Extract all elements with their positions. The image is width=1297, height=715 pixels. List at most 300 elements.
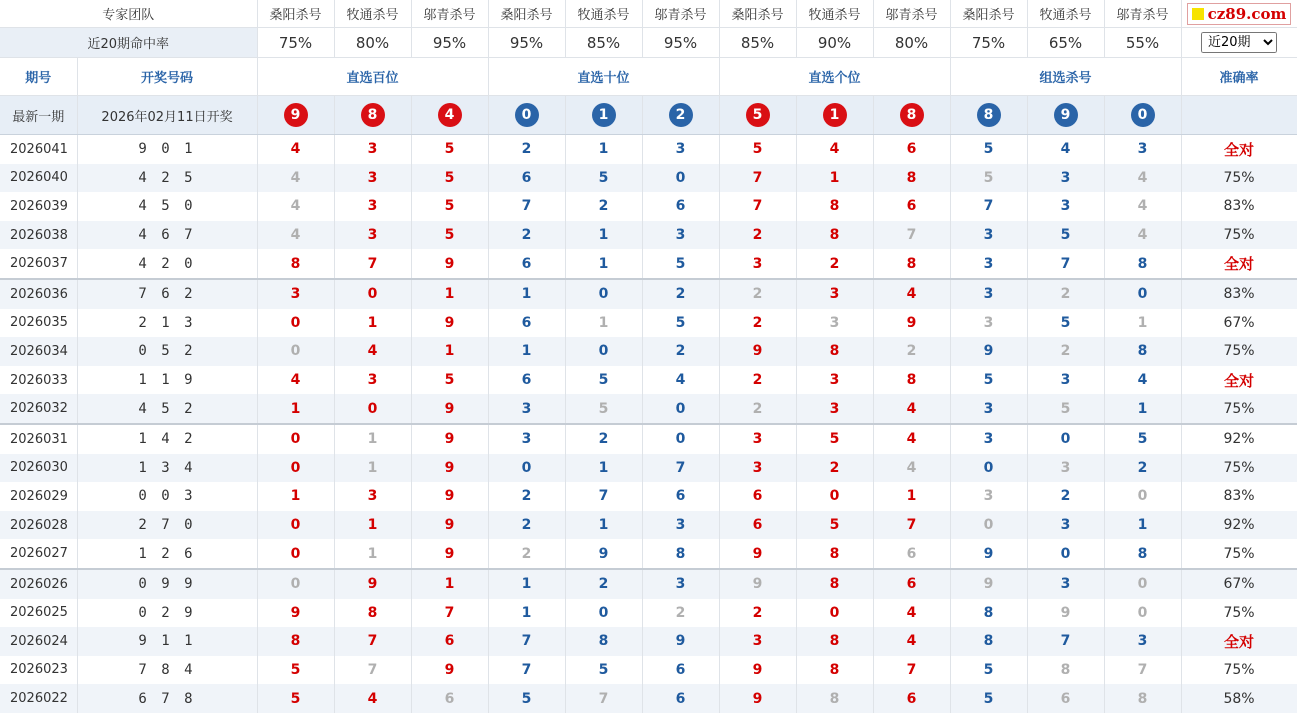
kill-number-cell: 7 xyxy=(411,599,488,628)
kill-number-cell: 0 xyxy=(642,164,719,193)
draw-numbers-cell: 7 8 4 xyxy=(77,656,257,685)
kill-number-cell: 5 xyxy=(950,135,1027,164)
expert-name[interactable]: 邬青杀号 xyxy=(873,0,950,28)
kill-number-cell: 5 xyxy=(565,656,642,685)
kill-number-cell: 5 xyxy=(1027,309,1104,338)
column-header-row xyxy=(0,58,1297,96)
kill-number-cell: 0 xyxy=(334,394,411,424)
kill-number-cell: 0 xyxy=(488,454,565,483)
kill-number-cell: 8 xyxy=(257,249,334,279)
kill-number-cell: 6 xyxy=(642,656,719,685)
accuracy-cell: 75% xyxy=(1181,337,1297,366)
expert-name[interactable]: 桑阳杀号 xyxy=(488,0,565,28)
accuracy-cell: 67% xyxy=(1181,309,1297,338)
expert-name[interactable]: 牧通杀号 xyxy=(565,0,642,28)
latest-ball-cell xyxy=(719,96,796,135)
kill-number-cell: 8 xyxy=(1104,539,1181,569)
kill-number-cell: 9 xyxy=(950,569,1027,599)
expert-header-row xyxy=(0,0,1297,28)
kill-number-cell: 2 xyxy=(719,366,796,395)
kill-number-cell: 0 xyxy=(950,511,1027,540)
kill-number-cell: 5 xyxy=(796,511,873,540)
latest-ball-cell xyxy=(642,96,719,135)
kill-number-cell: 2 xyxy=(642,337,719,366)
draw-numbers-cell: 1 1 9 xyxy=(77,366,257,395)
table-row xyxy=(0,454,1297,483)
kill-number-cell: 4 xyxy=(873,424,950,454)
kill-number-cell: 8 xyxy=(334,599,411,628)
kill-number-cell: 9 xyxy=(411,539,488,569)
kill-number-cell: 3 xyxy=(796,366,873,395)
kill-number-cell: 7 xyxy=(565,482,642,511)
kill-number-cell: 8 xyxy=(796,569,873,599)
kill-number-cell: 3 xyxy=(488,394,565,424)
period-cell: 2026041 xyxy=(0,135,77,164)
draw-numbers-cell: 0 2 9 xyxy=(77,599,257,628)
draw-numbers-cell: 9 1 1 xyxy=(77,627,257,656)
kill-number-cell: 9 xyxy=(411,482,488,511)
kill-number-cell: 5 xyxy=(719,135,796,164)
accuracy-cell: 83% xyxy=(1181,279,1297,309)
kill-number-cell: 0 xyxy=(257,454,334,483)
number-ball: 8 xyxy=(977,103,1001,127)
kill-number-cell: 0 xyxy=(565,599,642,628)
kill-number-cell: 3 xyxy=(719,249,796,279)
latest-row xyxy=(0,96,1297,135)
period-cell: 2026023 xyxy=(0,656,77,685)
kill-number-cell: 4 xyxy=(257,221,334,250)
kill-number-cell: 0 xyxy=(1104,599,1181,628)
period-cell: 2026026 xyxy=(0,569,77,599)
expert-name[interactable]: 桑阳杀号 xyxy=(950,0,1027,28)
kill-number-cell: 6 xyxy=(719,511,796,540)
kill-number-cell: 1 xyxy=(796,164,873,193)
period-cell: 2026035 xyxy=(0,309,77,338)
kill-number-cell: 0 xyxy=(257,569,334,599)
kill-number-cell: 9 xyxy=(411,511,488,540)
kill-number-cell: 1 xyxy=(565,221,642,250)
number-ball: 0 xyxy=(515,103,539,127)
kill-number-cell: 0 xyxy=(334,279,411,309)
period-cell: 2026039 xyxy=(0,192,77,221)
draw-numbers-cell: 2 7 0 xyxy=(77,511,257,540)
kill-number-cell: 9 xyxy=(719,569,796,599)
kill-number-cell: 4 xyxy=(1104,366,1181,395)
team-label: 专家团队 xyxy=(0,0,257,28)
kill-number-cell: 4 xyxy=(873,394,950,424)
kill-number-cell: 5 xyxy=(950,366,1027,395)
kill-number-cell: 5 xyxy=(257,684,334,713)
accuracy-cell: 67% xyxy=(1181,569,1297,599)
kill-number-cell: 2 xyxy=(1027,279,1104,309)
kill-number-cell: 7 xyxy=(873,656,950,685)
number-ball: 0 xyxy=(1131,103,1155,127)
table-row xyxy=(0,337,1297,366)
kill-number-cell: 1 xyxy=(334,539,411,569)
kill-number-cell: 7 xyxy=(488,656,565,685)
period-select[interactable] xyxy=(1201,32,1277,53)
kill-number-cell: 1 xyxy=(1104,394,1181,424)
kill-number-cell: 1 xyxy=(565,511,642,540)
kill-number-cell: 1 xyxy=(488,279,565,309)
kill-number-cell: 3 xyxy=(950,309,1027,338)
kill-number-cell: 3 xyxy=(257,279,334,309)
kill-number-cell: 7 xyxy=(950,192,1027,221)
kill-number-cell: 2 xyxy=(719,309,796,338)
kill-number-cell: 1 xyxy=(411,569,488,599)
table-row xyxy=(0,249,1297,279)
table-row xyxy=(0,684,1297,713)
latest-empty xyxy=(1181,96,1297,135)
kill-number-cell: 4 xyxy=(1104,192,1181,221)
kill-number-cell: 1 xyxy=(411,337,488,366)
accuracy-cell: 83% xyxy=(1181,192,1297,221)
kill-number-cell: 2 xyxy=(565,192,642,221)
kill-number-cell: 1 xyxy=(257,482,334,511)
table-row xyxy=(0,627,1297,656)
kill-number-cell: 3 xyxy=(334,482,411,511)
kill-number-cell: 8 xyxy=(796,684,873,713)
number-ball: 8 xyxy=(361,103,385,127)
table-row xyxy=(0,511,1297,540)
kill-number-cell: 0 xyxy=(1027,424,1104,454)
period-cell: 2026024 xyxy=(0,627,77,656)
draw-numbers-cell: 1 3 4 xyxy=(77,454,257,483)
kill-number-cell: 0 xyxy=(257,539,334,569)
kill-number-cell: 3 xyxy=(1027,192,1104,221)
hit-rate: 55% xyxy=(1104,28,1181,58)
latest-ball-cell xyxy=(334,96,411,135)
draw-numbers-cell: 1 2 6 xyxy=(77,539,257,569)
period-cell: 2026037 xyxy=(0,249,77,279)
number-ball: 5 xyxy=(746,103,770,127)
kill-number-cell: 2 xyxy=(565,569,642,599)
kill-number-cell: 2 xyxy=(1104,454,1181,483)
kill-number-cell: 0 xyxy=(642,394,719,424)
kill-number-cell: 6 xyxy=(642,192,719,221)
site-logo[interactable] xyxy=(1181,0,1297,28)
hit-rate: 95% xyxy=(488,28,565,58)
table-row xyxy=(0,221,1297,250)
kill-number-cell: 8 xyxy=(1104,249,1181,279)
accuracy-cell: 75% xyxy=(1181,599,1297,628)
kill-number-cell: 2 xyxy=(873,337,950,366)
kill-number-cell: 3 xyxy=(950,279,1027,309)
expert-name[interactable]: 邬青杀号 xyxy=(411,0,488,28)
hit-rate: 85% xyxy=(565,28,642,58)
kill-number-cell: 2 xyxy=(719,599,796,628)
kill-number-cell: 9 xyxy=(411,249,488,279)
period-cell: 2026040 xyxy=(0,164,77,193)
hit-rate: 95% xyxy=(642,28,719,58)
kill-number-cell: 2 xyxy=(488,221,565,250)
kill-number-cell: 6 xyxy=(488,249,565,279)
kill-number-cell: 8 xyxy=(565,627,642,656)
kill-number-cell: 2 xyxy=(719,394,796,424)
expert-name[interactable]: 邬青杀号 xyxy=(642,0,719,28)
accuracy-cell: 75% xyxy=(1181,539,1297,569)
number-ball: 2 xyxy=(669,103,693,127)
hit-rate: 85% xyxy=(719,28,796,58)
kill-number-cell: 5 xyxy=(411,192,488,221)
kill-number-cell: 1 xyxy=(334,454,411,483)
kill-number-cell: 5 xyxy=(642,309,719,338)
kill-number-cell: 5 xyxy=(642,249,719,279)
kill-number-cell: 5 xyxy=(257,656,334,685)
kill-number-cell: 6 xyxy=(488,309,565,338)
kill-number-cell: 5 xyxy=(565,164,642,193)
hit-rate-label: 近20期命中率 xyxy=(0,28,257,58)
draw-numbers-cell: 0 9 9 xyxy=(77,569,257,599)
kill-number-cell: 8 xyxy=(1027,656,1104,685)
hit-rate: 80% xyxy=(334,28,411,58)
kill-number-cell: 1 xyxy=(334,511,411,540)
kill-number-cell: 4 xyxy=(257,192,334,221)
latest-draw-date: 2026年02月11日开奖 xyxy=(77,96,257,135)
kill-number-cell: 0 xyxy=(257,424,334,454)
table-row xyxy=(0,394,1297,424)
kill-number-cell: 1 xyxy=(334,424,411,454)
expert-name[interactable]: 桑阳杀号 xyxy=(719,0,796,28)
kill-number-cell: 6 xyxy=(873,135,950,164)
period-cell: 2026027 xyxy=(0,539,77,569)
kill-number-cell: 0 xyxy=(1104,569,1181,599)
kill-number-cell: 5 xyxy=(565,394,642,424)
kill-number-cell: 4 xyxy=(1104,221,1181,250)
kill-number-cell: 3 xyxy=(719,454,796,483)
table-row xyxy=(0,164,1297,193)
kill-number-cell: 3 xyxy=(719,627,796,656)
kill-number-cell: 7 xyxy=(334,249,411,279)
draw-numbers-cell: 0 0 3 xyxy=(77,482,257,511)
kill-number-cell: 9 xyxy=(1027,599,1104,628)
kill-number-cell: 1 xyxy=(565,454,642,483)
accuracy-cell: 75% xyxy=(1181,454,1297,483)
kill-number-cell: 7 xyxy=(334,627,411,656)
kill-number-cell: 1 xyxy=(1104,309,1181,338)
latest-ball-cell xyxy=(796,96,873,135)
kill-number-cell: 3 xyxy=(796,394,873,424)
kill-number-cell: 2 xyxy=(642,279,719,309)
draw-numbers-cell: 4 6 7 xyxy=(77,221,257,250)
kill-number-cell: 8 xyxy=(873,249,950,279)
kill-number-cell: 3 xyxy=(950,249,1027,279)
draw-numbers-cell: 4 2 0 xyxy=(77,249,257,279)
kill-number-cell: 1 xyxy=(257,394,334,424)
draw-numbers-cell: 7 6 2 xyxy=(77,279,257,309)
kill-number-cell: 0 xyxy=(257,511,334,540)
kill-number-cell: 5 xyxy=(796,424,873,454)
kill-number-cell: 3 xyxy=(796,279,873,309)
kill-number-cell: 9 xyxy=(950,337,1027,366)
kill-number-cell: 0 xyxy=(257,337,334,366)
accuracy-cell: 75% xyxy=(1181,164,1297,193)
hit-rate: 95% xyxy=(411,28,488,58)
number-ball: 4 xyxy=(438,103,462,127)
kill-number-cell: 2 xyxy=(488,135,565,164)
kill-number-cell: 3 xyxy=(1027,511,1104,540)
expert-name[interactable]: 牧通杀号 xyxy=(1027,0,1104,28)
kill-number-cell: 9 xyxy=(257,599,334,628)
kill-number-cell: 4 xyxy=(873,627,950,656)
col-group-tens: 直选十位 xyxy=(488,58,719,96)
table-row xyxy=(0,656,1297,685)
kill-number-cell: 7 xyxy=(488,192,565,221)
period-cell: 2026033 xyxy=(0,366,77,395)
kill-number-cell: 2 xyxy=(796,454,873,483)
kill-number-cell: 3 xyxy=(1104,627,1181,656)
kill-number-cell: 8 xyxy=(796,539,873,569)
kill-number-cell: 8 xyxy=(796,192,873,221)
period-cell: 2026032 xyxy=(0,394,77,424)
draw-numbers-cell: 2 1 3 xyxy=(77,309,257,338)
hit-rate: 80% xyxy=(873,28,950,58)
table-row xyxy=(0,539,1297,569)
kill-number-cell: 0 xyxy=(1104,482,1181,511)
kill-number-cell: 9 xyxy=(411,394,488,424)
kill-number-cell: 3 xyxy=(642,221,719,250)
kill-number-cell: 3 xyxy=(334,221,411,250)
kill-number-cell: 8 xyxy=(642,539,719,569)
kill-number-cell: 0 xyxy=(565,337,642,366)
accuracy-cell: 全对 xyxy=(1181,135,1297,164)
expert-name[interactable]: 牧通杀号 xyxy=(796,0,873,28)
kill-number-cell: 6 xyxy=(719,482,796,511)
latest-ball-cell xyxy=(1027,96,1104,135)
kill-number-cell: 0 xyxy=(950,454,1027,483)
kill-number-cell: 9 xyxy=(950,539,1027,569)
kill-number-cell: 3 xyxy=(334,135,411,164)
kill-number-cell: 9 xyxy=(719,656,796,685)
kill-number-cell: 4 xyxy=(257,366,334,395)
kill-number-cell: 8 xyxy=(950,599,1027,628)
kill-number-cell: 4 xyxy=(873,454,950,483)
expert-name[interactable]: 牧通杀号 xyxy=(334,0,411,28)
kill-number-cell: 4 xyxy=(873,279,950,309)
kill-number-cell: 3 xyxy=(334,192,411,221)
col-accuracy: 准确率 xyxy=(1181,58,1297,96)
kill-number-cell: 1 xyxy=(1104,511,1181,540)
table-row xyxy=(0,482,1297,511)
number-ball: 9 xyxy=(1054,103,1078,127)
col-group-hundreds: 直选百位 xyxy=(257,58,488,96)
kill-number-cell: 9 xyxy=(642,627,719,656)
kill-number-cell: 4 xyxy=(257,164,334,193)
logo-text: cz89.com xyxy=(1207,4,1287,23)
kill-number-cell: 4 xyxy=(796,135,873,164)
kill-number-cell: 2 xyxy=(488,482,565,511)
kill-number-cell: 0 xyxy=(796,599,873,628)
kill-number-cell: 3 xyxy=(334,164,411,193)
kill-number-cell: 5 xyxy=(950,684,1027,713)
period-cell: 2026025 xyxy=(0,599,77,628)
draw-numbers-cell: 4 5 2 xyxy=(77,394,257,424)
draw-numbers-cell: 6 7 8 xyxy=(77,684,257,713)
kill-number-cell: 2 xyxy=(719,221,796,250)
latest-ball-cell xyxy=(1104,96,1181,135)
expert-name[interactable]: 桑阳杀号 xyxy=(257,0,334,28)
kill-number-cell: 0 xyxy=(642,424,719,454)
kill-number-cell: 3 xyxy=(642,135,719,164)
kill-number-cell: 3 xyxy=(719,424,796,454)
kill-number-cell: 7 xyxy=(488,627,565,656)
kill-number-cell: 3 xyxy=(488,424,565,454)
kill-number-cell: 6 xyxy=(873,684,950,713)
accuracy-cell: 83% xyxy=(1181,482,1297,511)
kill-number-cell: 2 xyxy=(642,599,719,628)
kill-number-cell: 8 xyxy=(873,366,950,395)
accuracy-cell: 75% xyxy=(1181,394,1297,424)
table-row xyxy=(0,424,1297,454)
table-row xyxy=(0,366,1297,395)
kill-number-cell: 0 xyxy=(1027,539,1104,569)
latest-ball-cell xyxy=(488,96,565,135)
kill-number-cell: 1 xyxy=(488,599,565,628)
latest-ball-cell xyxy=(950,96,1027,135)
kill-number-cell: 7 xyxy=(719,192,796,221)
number-ball: 1 xyxy=(823,103,847,127)
latest-ball-cell xyxy=(411,96,488,135)
kill-number-cell: 5 xyxy=(411,135,488,164)
kill-number-cell: 1 xyxy=(488,569,565,599)
hit-rate: 75% xyxy=(950,28,1027,58)
kill-number-cell: 8 xyxy=(257,627,334,656)
accuracy-cell: 58% xyxy=(1181,684,1297,713)
kill-number-cell: 7 xyxy=(1027,627,1104,656)
period-select-cell xyxy=(1181,28,1297,58)
kill-number-cell: 8 xyxy=(950,627,1027,656)
kill-number-cell: 9 xyxy=(719,684,796,713)
kill-number-cell: 7 xyxy=(873,221,950,250)
accuracy-cell: 全对 xyxy=(1181,366,1297,395)
kill-number-cell: 3 xyxy=(1027,569,1104,599)
kill-number-cell: 9 xyxy=(334,569,411,599)
kill-number-cell: 4 xyxy=(873,599,950,628)
kill-number-cell: 4 xyxy=(334,337,411,366)
kill-number-cell: 1 xyxy=(565,309,642,338)
kill-number-cell: 8 xyxy=(796,221,873,250)
kill-number-cell: 3 xyxy=(1027,454,1104,483)
kill-number-cell: 6 xyxy=(411,684,488,713)
kill-number-cell: 1 xyxy=(565,249,642,279)
kill-number-cell: 3 xyxy=(1027,164,1104,193)
kill-number-cell: 6 xyxy=(873,539,950,569)
expert-name[interactable]: 邬青杀号 xyxy=(1104,0,1181,28)
period-cell: 2026038 xyxy=(0,221,77,250)
period-cell: 2026030 xyxy=(0,454,77,483)
number-ball: 1 xyxy=(592,103,616,127)
kill-number-cell: 2 xyxy=(1027,482,1104,511)
kill-number-cell: 6 xyxy=(411,627,488,656)
kill-number-cell: 2 xyxy=(488,511,565,540)
kill-number-cell: 7 xyxy=(1027,249,1104,279)
kill-number-cell: 5 xyxy=(411,221,488,250)
kill-number-cell: 3 xyxy=(950,221,1027,250)
number-ball: 8 xyxy=(900,103,924,127)
kill-number-cell: 4 xyxy=(1104,164,1181,193)
kill-number-cell: 9 xyxy=(411,424,488,454)
draw-numbers-cell: 1 4 2 xyxy=(77,424,257,454)
accuracy-cell: 75% xyxy=(1181,221,1297,250)
kill-number-cell: 0 xyxy=(565,279,642,309)
kill-number-cell: 9 xyxy=(411,454,488,483)
kill-number-cell: 3 xyxy=(642,569,719,599)
latest-label: 最新一期 xyxy=(0,96,77,135)
kill-number-cell: 5 xyxy=(1104,424,1181,454)
draw-numbers-cell: 0 5 2 xyxy=(77,337,257,366)
logo-badge[interactable] xyxy=(1187,3,1292,25)
kill-number-cell: 6 xyxy=(873,192,950,221)
